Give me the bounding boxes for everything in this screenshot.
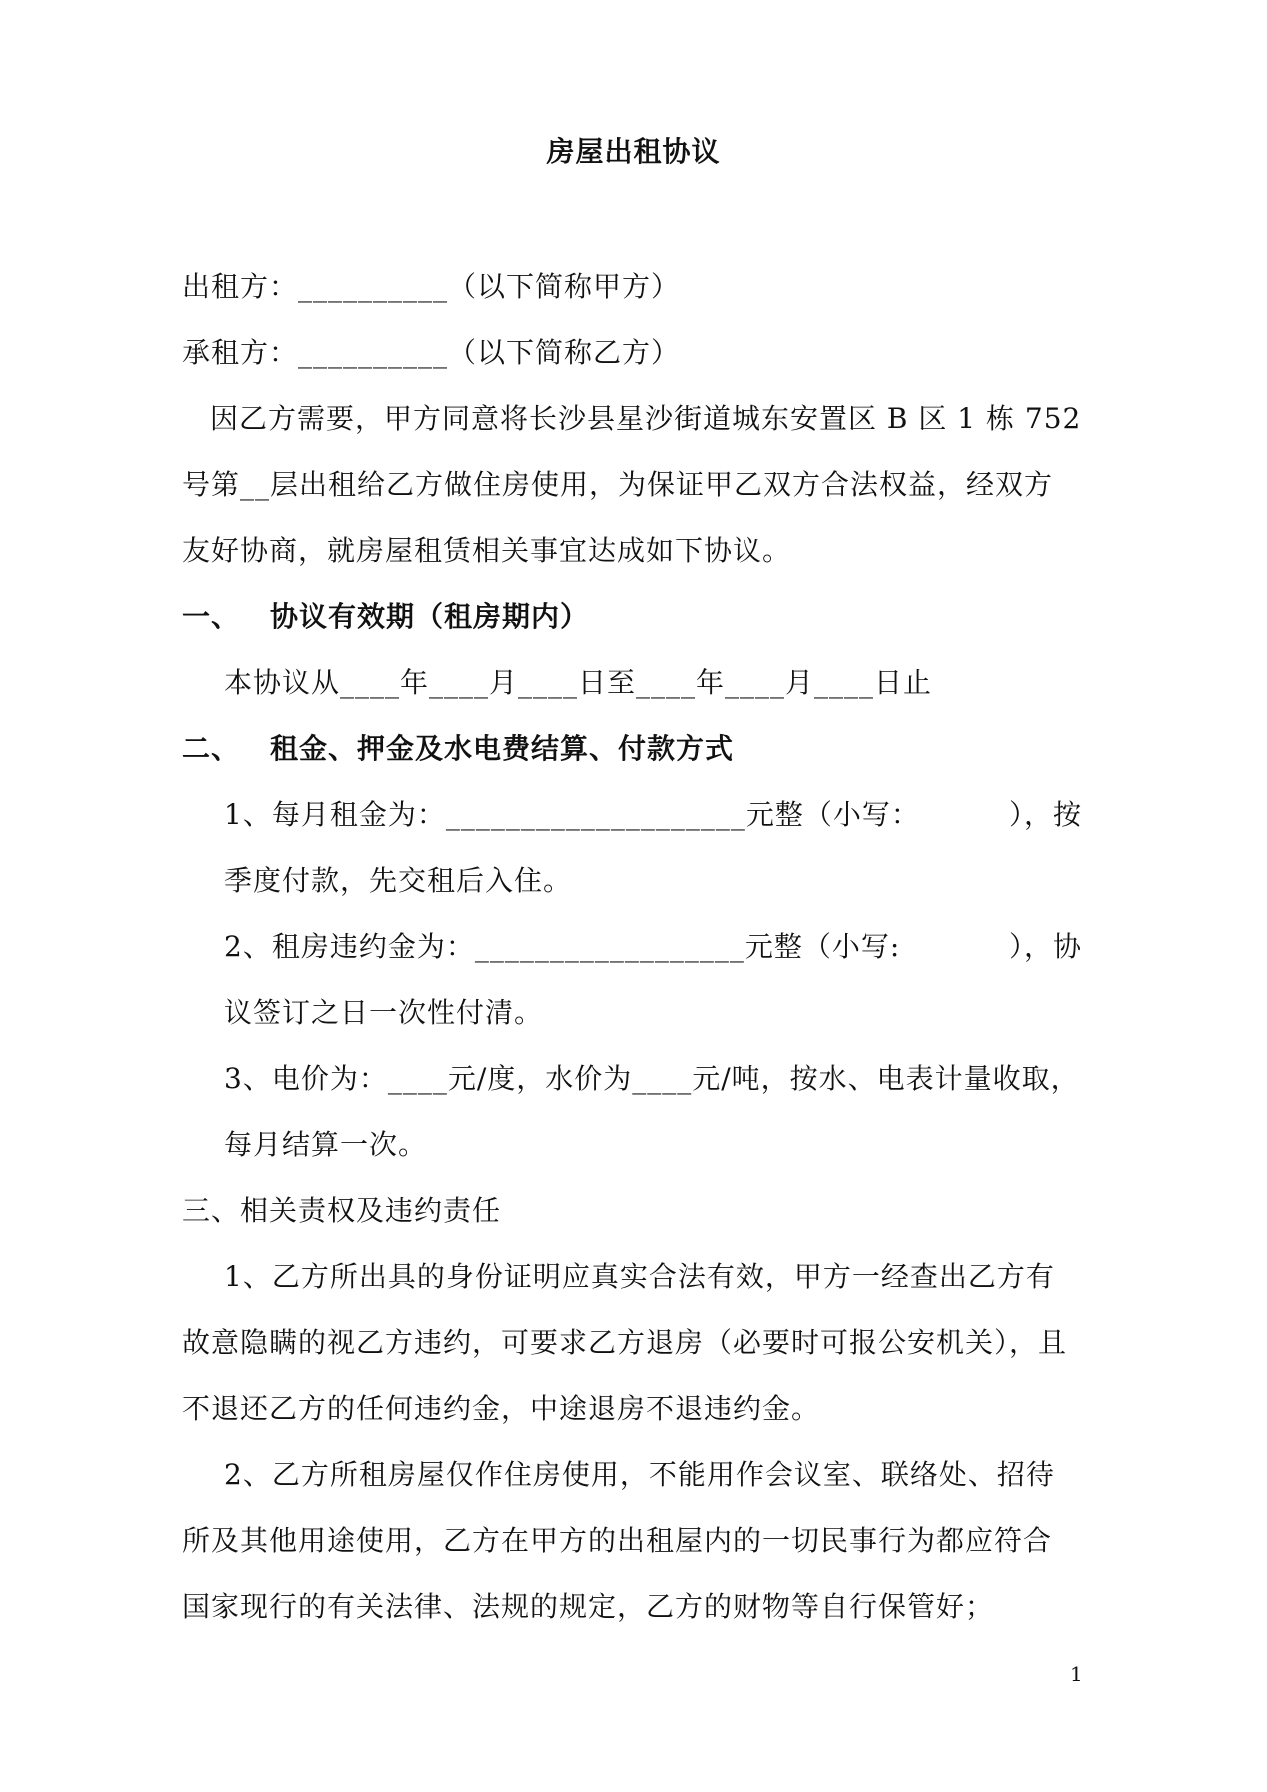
section-heading-3: 三、相关责权及违约责任 (182, 1194, 502, 1227)
lessor-line: 出租方：__________（以下简称甲方） (182, 270, 681, 303)
rent-line (182, 790, 1082, 856)
section-heading-2 (182, 724, 1082, 790)
lessee-line: 承租方：__________（以下简称乙方） (182, 336, 681, 369)
document-title: 房屋出租协议 (546, 135, 721, 168)
rent-line-left: 1、每月租金为：____________________元整（小写： (224, 798, 920, 831)
clause-2-line-2: 所及其他用途使用，乙方在甲方的出租屋内的一切民事行为都应符合 (182, 1524, 1053, 1557)
section-number: 一、 (182, 600, 241, 633)
penalty-line-left: 2、租房违约金为：__________________元整（小写: (224, 930, 901, 963)
clause-1-line-2: 故意隐瞒的视乙方违约，可要求乙方退房（必要时可报公安机关），且 (182, 1326, 1068, 1359)
clause-2-line-3: 国家现行的有关法律、法规的规定，乙方的财物等自行保管好； (182, 1590, 995, 1623)
rent-line-cont: 季度付款，先交租后入住。 (224, 864, 573, 897)
intro-paragraph-line-3: 友好协商，就房屋租赁相关事宜达成如下协议。 (182, 534, 792, 567)
section-title: 租金、押金及水电费结算、付款方式 (270, 732, 735, 765)
penalty-line-right: ），协 (1008, 930, 1082, 963)
utility-line-cont: 每月结算一次。 (224, 1128, 428, 1161)
section-number: 二、 (182, 732, 241, 765)
clause-1-line-3: 不退还乙方的任何违约金，中途退房不退违约金。 (182, 1392, 821, 1425)
penalty-line (182, 922, 1082, 988)
document-body (182, 262, 1082, 1648)
intro-paragraph-line-1: 因乙方需要，甲方同意将长沙县星沙街道城东安置区 B 区 1 栋 752 (210, 402, 1082, 435)
clause-2-line-1: 2、乙方所租房屋仅作住房使用，不能用作会议室、联络处、招待 (224, 1458, 1055, 1491)
section-heading-1 (182, 592, 1082, 658)
utility-line: 3、电价为：____元/度，水价为____元/吨，按水、电表计量收取， (224, 1062, 1080, 1095)
rent-line-right: ），按 (1008, 798, 1082, 831)
intro-paragraph-line-2: 号第__层出租给乙方做住房使用，为保证甲乙双方合法权益，经双方 (182, 468, 1054, 501)
clause-1-line-1: 1、乙方所出具的身份证明应真实合法有效，甲方一经查出乙方有 (224, 1260, 1055, 1293)
penalty-line-cont: 议签订之日一次性付清。 (224, 996, 544, 1029)
section-title: 协议有效期（租房期内） (270, 600, 590, 633)
page-number: 1 (1070, 1662, 1083, 1686)
term-line: 本协议从____年____月____日至____年____月____日止 (224, 666, 933, 699)
